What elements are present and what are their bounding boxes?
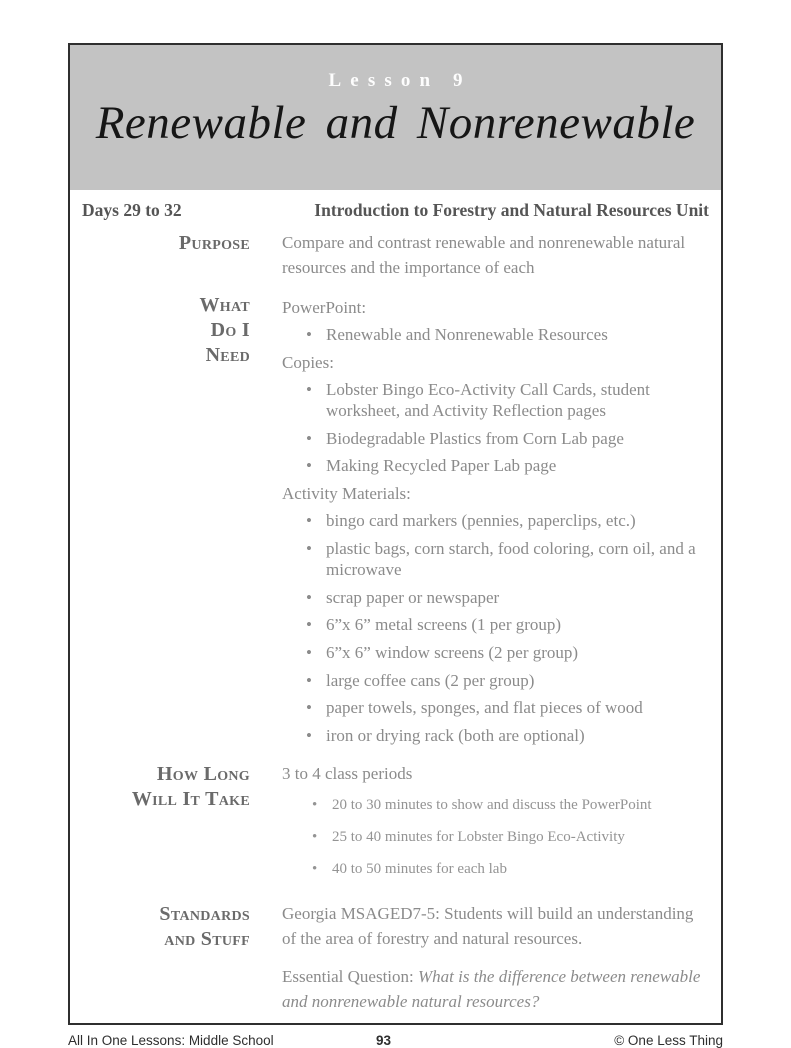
purpose-body [282,231,709,281]
materials-label-line: What [199,293,250,316]
bullet-list [282,324,709,346]
bullet-item: • Biodegradable Plastics from Corn Lab page [282,428,709,450]
lesson-banner [70,45,721,190]
duration-label-line: How Long [156,763,250,786]
group-heading: Activity Materials: [282,484,411,504]
essential-question-text: What is the difference between renewable and nonrenewable natural resources? [282,967,701,1012]
materials-label-line: Need [205,343,250,366]
lesson-card [68,43,723,1025]
bullet-item: • paper towels, sponges, and flat pieces of wood [282,697,709,719]
duration-item: • 25 to 40 minutes for Lobster Bingo Eco-Activity [282,828,709,847]
purpose-row [82,231,709,281]
materials-group-activity [282,483,709,746]
page-footer [68,1033,723,1048]
standards-label [82,902,250,952]
bullet-item: • 6”x 6” window screens (2 per group) [282,642,709,664]
bullet-item: • bingo card markers (pennies, paperclips, etc.) [282,510,709,532]
materials-label-line: Do I [210,318,250,341]
purpose-text: Compare and contrast renewable and nonrenewable natural resources and the importance of each [282,233,686,277]
bullet-item: • Lobster Bingo Eco-Activity Call Cards, student worksheet, and Activity Reflection pages [282,379,709,422]
materials-group-copies [282,352,709,477]
duration-row [82,762,709,892]
bullet-item: • scrap paper or newspaper [282,587,709,609]
standards-label-line: and Stuff [164,928,250,951]
duration-label-line: Will It Take [131,788,250,811]
group-heading: PowerPoint: [282,297,367,317]
bullet-item: • Making Recycled Paper Lab page [282,455,709,477]
group-heading: Copies: [282,352,334,372]
bullet-list [282,379,709,477]
duration-body [282,762,709,892]
standards-text: Georgia MSAGED7-5: Students will build an understanding of the area of forestry and natural resources. [282,904,694,949]
materials-row [82,293,709,752]
duration-label [82,762,250,812]
purpose-label: Purpose [178,232,250,254]
unit-title: Introduction to Forestry and Natural Resources Unit [314,200,709,220]
bullet-item: • iron or drying rack (both are optional) [282,725,709,747]
duration-summary: 3 to 4 class periods [282,764,413,784]
bullet-item: • Renewable and Nonrenewable Resources [282,324,709,346]
page-number: 93 [375,1033,392,1048]
standards-label-line: Standards [159,903,250,926]
footer-copyright: © One Less Thing [614,1033,723,1048]
essential-question-label: Essential Question: [282,967,414,987]
header-row [82,200,709,221]
standards-body [282,902,709,1015]
duration-item: • 40 to 50 minutes for each lab [282,860,709,879]
duration-item: • 20 to 30 minutes to show and discuss the PowerPoint [282,796,709,815]
bullet-list [282,510,709,746]
lesson-number: Lesson 9 [328,70,472,91]
lesson-title: Renewable and Nonrenewable [95,97,696,149]
footer-series-title: All In One Lessons: Middle School [68,1033,274,1048]
bullet-item: • large coffee cans (2 per group) [282,670,709,692]
days-label: Days 29 to 32 [82,200,182,220]
materials-group-powerpoint [282,297,709,346]
materials-body [282,293,709,752]
essential-question [282,965,706,1015]
lesson-content [70,190,721,1023]
bullet-item: • plastic bags, corn starch, food coloring, corn oil, and a microwave [282,538,709,581]
duration-list [282,796,709,879]
standards-row [82,902,709,1015]
bullet-item: • 6”x 6” metal screens (1 per group) [282,614,709,636]
materials-label [82,293,250,368]
